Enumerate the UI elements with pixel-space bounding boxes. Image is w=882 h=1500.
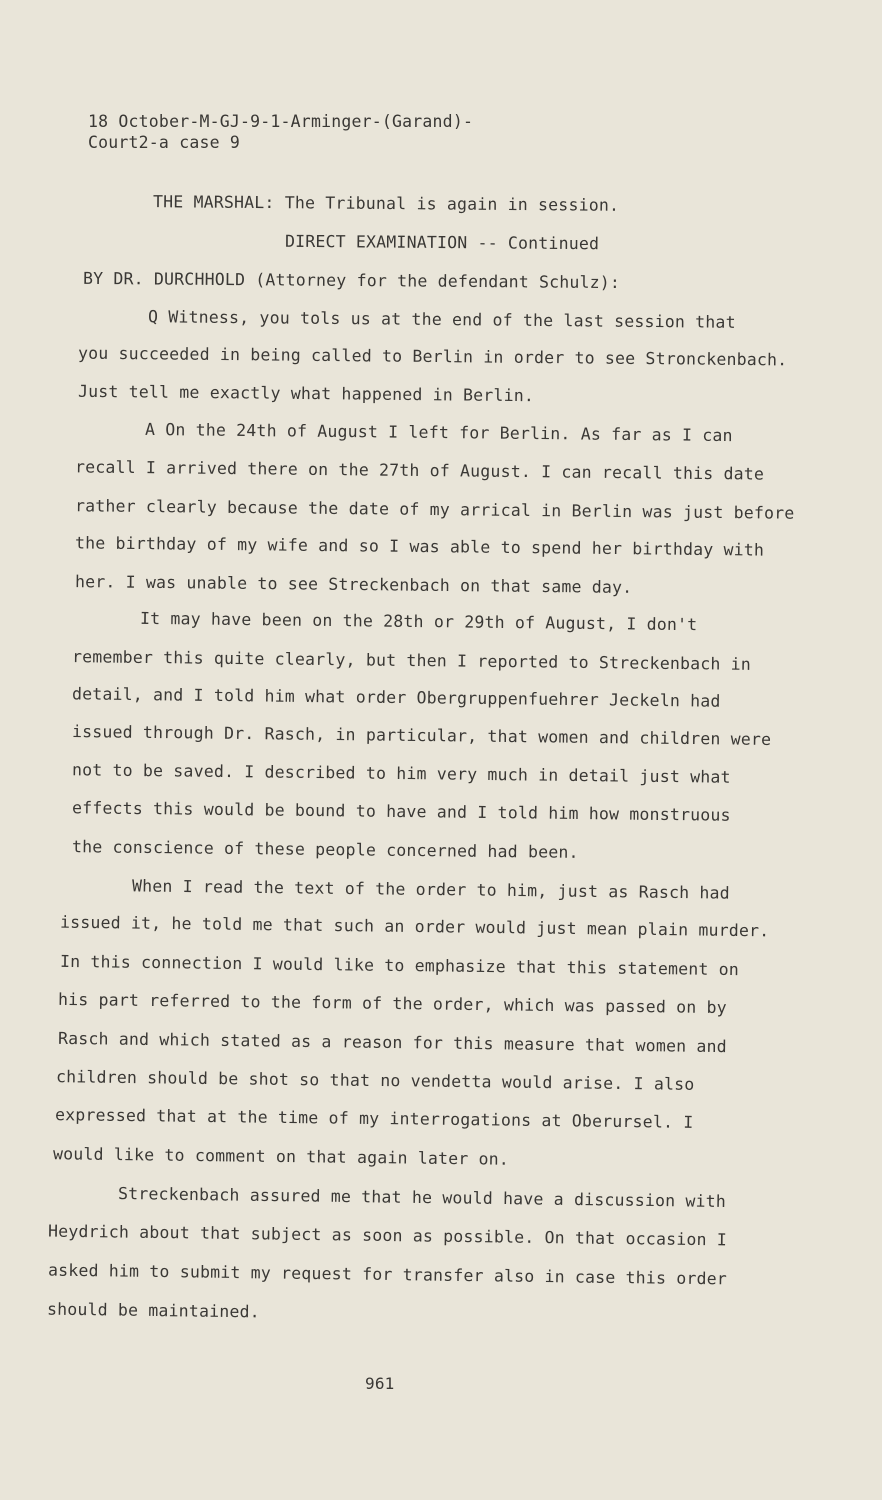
body-line: expressed that at the time of my interrogations at Oberursel. I [54, 1105, 694, 1132]
body-line: detail, and I told him what order Obergruppenfuehrer Jeckeln had [71, 684, 721, 711]
body-line: should be maintained. [46, 1299, 260, 1322]
body-line: issued through Dr. Rasch, in particular, that women and children were [71, 722, 772, 749]
body-line: remember this quite clearly, but then I reported to Streckenbach in [71, 647, 752, 674]
body-line: Heydrich about that subject as soon as possible. On that occasion I [47, 1221, 728, 1250]
header-line-1: 18 October-M-GJ-9-1-Arminger-(Garand)- [88, 112, 474, 131]
body-line: issued it, he told me that such an order would just mean plain murder. [59, 912, 770, 941]
body-line: children should be shot so that no vendetta would arise. I also [55, 1067, 695, 1094]
body-line: recall I arrived there on the 27th of August. I can recall this date [74, 457, 765, 484]
marshal-statement: THE MARSHAL: The Tribunal is again in session. [152, 192, 620, 215]
body-line: When I read the text of the order to him, just as Rasch had [131, 876, 731, 903]
examiner-line: BY DR. DURCHHOLD (Attorney for the defendant Schulz): [82, 268, 621, 293]
body-line: would like to comment on that again later on. [52, 1144, 510, 1169]
page-number: 961 [365, 1374, 395, 1393]
body-line: It may have been on the 28th or 29th of August, I don't [139, 608, 698, 635]
body-line: you succeeded in being called to Berlin in order to see Stronckenbach. [77, 343, 788, 370]
body-line: Just tell me exactly what happened in Berlin. [77, 381, 535, 406]
body-line: his part referred to the form of the order, which was passed on by [57, 989, 727, 1018]
body-line: Rasch and which stated as a reason for this measure that women and [57, 1028, 727, 1057]
body-line: rather clearly because the date of my arrical in Berlin was just before [74, 496, 795, 523]
body-line: the conscience of these people concerned had been. [71, 837, 579, 862]
body-line: asked him to submit my request for transfer also in case this order [47, 1260, 728, 1289]
body-line: A On the 24th of August I left for Berlin. As far as I can [144, 419, 733, 446]
body-line: the birthday of my wife and so I was able to spend her birthday with [74, 533, 765, 560]
body-line: Q Witness, you tols us at the end of the last session that [147, 307, 736, 332]
body-line: In this connection I would like to emphasize that this statement on [59, 951, 740, 980]
header-line-2: Court2-a case 9 [88, 133, 241, 152]
section-heading: DIRECT EXAMINATION -- Continued [284, 231, 600, 254]
body-line: not to be saved. I described to him very much in detail just what [71, 760, 731, 787]
body-line: effects this would be bound to have and I told him how monstruous [71, 798, 731, 825]
body-line: her. I was unable to see Streckenbach on that same day. [74, 572, 633, 597]
body-line: Streckenbach assured me that he would have a discussion with [117, 1184, 727, 1211]
